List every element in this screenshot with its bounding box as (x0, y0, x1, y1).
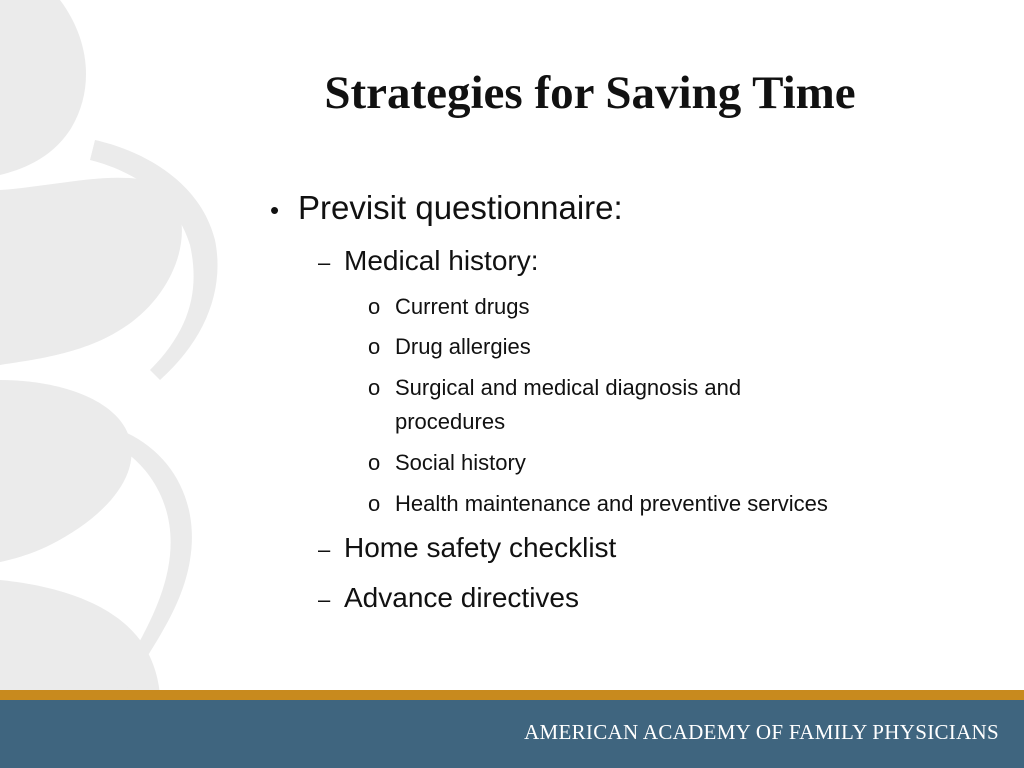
sub-sub-bullet-text: Health maintenance and preventive services (395, 491, 828, 516)
sub-sub-bullet-text: Drug allergies (395, 334, 531, 359)
sub-sub-bullet (368, 371, 741, 405)
footer-accent-line (0, 690, 1024, 700)
bullet-level1 (270, 188, 970, 228)
circle-marker: o (368, 294, 381, 319)
sub-sub-bullet (368, 290, 530, 324)
sub-bullet-text: Advance directives (344, 582, 580, 613)
staff-of-asclepius-watermark-icon (0, 0, 260, 700)
sub-bullet-text: Home safety checklist (344, 532, 617, 563)
sub-bullet-advance-directives (318, 581, 579, 615)
sub-bullet-text: Medical history: (344, 245, 539, 276)
sub-sub-bullet (368, 487, 828, 521)
sub-sub-bullet-text: Current drugs (395, 294, 530, 319)
bullet-marker: • (270, 195, 280, 225)
circle-marker: o (368, 375, 381, 400)
sub-bullet-medical-history (318, 244, 539, 278)
sub-sub-bullet-text: Surgical and medical diagnosis and (395, 375, 742, 400)
circle-marker: o (368, 491, 381, 516)
sub-sub-bullet-text: procedures (395, 409, 506, 434)
dash-marker: – (318, 250, 331, 275)
circle-marker: o (368, 450, 381, 475)
sub-sub-bullet (368, 330, 531, 364)
bullet-list (270, 188, 970, 613)
dash-marker: – (318, 587, 331, 612)
circle-marker: o (368, 334, 381, 359)
sub-bullet-home-safety (318, 531, 616, 565)
slide-title: Strategies for Saving Time (324, 67, 856, 119)
sub-sub-bullet-continuation (368, 405, 505, 439)
sub-sub-bullet (368, 446, 526, 480)
bullet-text: Previsit questionnaire: (298, 189, 623, 226)
footer-organization-name: AMERICAN ACADEMY OF FAMILY PHYSICIANS (524, 720, 999, 744)
sub-sub-bullet-text: Social history (395, 450, 526, 475)
dash-marker: – (318, 537, 331, 562)
